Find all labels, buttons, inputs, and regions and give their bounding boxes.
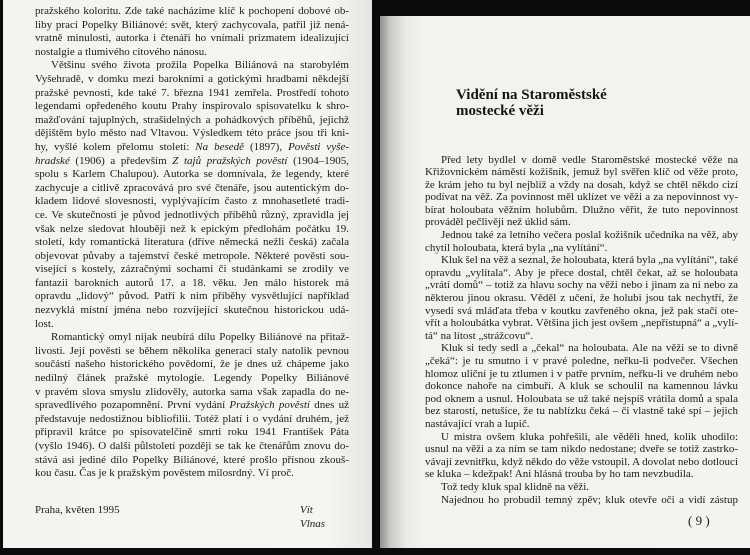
- text-line: pod oknem a usnul. Holoubata se už také nejspíš vrátila domů a spala: [425, 392, 738, 405]
- text-segment: hy, vyšlé kolem přelomu století:: [35, 140, 196, 153]
- text-line: bírat holoubata věžním holubům. Dlužno věřit, že tuto nepovinnost: [425, 203, 738, 216]
- text-line: U mistra ovšem kluka pohřešili, ale věděli hned, kolik uhodilo:: [441, 430, 738, 443]
- text-line: vratně minulosti, autorka i čtenáři ho vnímali prizmatem idealizující: [35, 32, 349, 45]
- text-line: vávají zevnitřku, když někdo do věže vstoupil. A dovolat nebo dotlouci: [425, 455, 738, 468]
- paragraph: [425, 154, 738, 230]
- text-line: fantazii barokních autorů 17. a 18. věku. Jen málo historek má: [35, 276, 349, 289]
- text-line: Jednou také za letního večera poslal kožišník učedníka na věž, aby: [441, 229, 738, 242]
- text-line: objevovat půvaby a tajemství české metropole. Některé pověsti sou-: [35, 249, 349, 262]
- chapter-heading-line: mostecké věži: [456, 102, 544, 119]
- text-segment: (1906) a především: [69, 154, 173, 167]
- text-line: tá“ na lítost „strážcovu“.: [425, 329, 534, 342]
- paragraph: [425, 342, 738, 430]
- text-line: představuje nedostižnou bibliofilii. Totéž platí i o vydání druhém, jež: [35, 412, 349, 425]
- text-line: visející s kostely, zázračnými sochami či studánkami se zrodily ve: [35, 263, 349, 276]
- text-line: vysedí svá mláďata třeba v koutku zavřeného okna, jež pak stačí ote-: [425, 304, 738, 317]
- text-line: Romantický omyl nijak neubírá dílu Popelky Biliánové na přitaž-: [51, 331, 349, 344]
- text-line: se kluka – kdežpak! Ani hlásná trouba by ho tam nevzbudila.: [425, 468, 694, 481]
- paragraph: [35, 331, 349, 481]
- place-date: Praha, květen 1995: [35, 504, 120, 516]
- chapter-heading: [456, 88, 696, 119]
- text-line: součástí našeho historického povědomí, že je dnes už chápeme jako: [35, 358, 349, 371]
- text-line: podívat na věž. Za povinnost měl uklízet ve věži a za nepovinnost vy-: [425, 191, 738, 204]
- text-line: však nelze sledovat hlouběji než k epickým předlohám počátku 19.: [35, 222, 349, 235]
- paragraph: [425, 229, 738, 254]
- text-line: prováděl pečlivěji než úklid sám.: [425, 216, 571, 229]
- paragraph: [35, 5, 349, 59]
- text-line: pražského koloritu. Zde také nacházíme klíč k pochopení dobové ob-: [35, 5, 349, 17]
- text-line: spolu s Karlem Chalupou). Autorka se domnívala, že legendy, které: [35, 168, 349, 181]
- afterword-text: [35, 5, 349, 481]
- text-line: legendami opředeného koutu Prahy inspirovalo spisovatelku k shro-: [35, 100, 349, 113]
- text-line: nastávající vrah a lupič.: [425, 417, 530, 430]
- text-segment: dnes už: [309, 399, 349, 412]
- text-line: že krám jeho tu byl nejblíž a vždy na dosah, když se chtěl někdo cizí: [425, 178, 738, 191]
- text-line: v pravém slova smyslu zlidověly, autorka sama však zapadla do ne-: [35, 385, 349, 398]
- paragraph: [425, 481, 738, 494]
- text-line: Kluk si tedy sedl a „čekal“ na holoubata. Ale na věži se to divně: [441, 342, 738, 355]
- text-line: stává asi jediné dílo Popelky Biliánové, které prošlo přísnou zkouš-: [35, 453, 349, 466]
- text-line: kou času. Čas je k pražským pověstem milosrdný. Ví proč.: [35, 467, 294, 480]
- text-line: livosti. Její pověsti se během několika generací staly natolik pevnou: [35, 344, 349, 357]
- text-line: chytil holoubata, která byla „na vylítání“.: [425, 241, 608, 254]
- text-line: zachycuje a citlivě zpracovává pro své čtenáře, jsou autentickým do-: [35, 181, 349, 194]
- text-line: [35, 141, 349, 155]
- text-line: [35, 399, 349, 413]
- text-line: nedílný článek pražské mytologie. Legendy Popelky Biliánové: [35, 372, 349, 385]
- text-segment: (1904–1905,: [287, 154, 349, 167]
- text-line: Před lety bydlel v domě vedle Staroměstské mostecké věže na: [441, 153, 738, 166]
- left-page: [3, 0, 372, 548]
- text-line: pražské pevnosti, kde také 7. března 1941 zemřela. Prostředí tohoto: [35, 86, 349, 99]
- text-line: opravdu „vylítala“. Aby je přece dostal, chtěl čekat, až se holoubata: [425, 266, 738, 279]
- text-line: Vyšehradě, v domku mezi barokními a gotickými hradbami někdejší: [35, 72, 349, 85]
- text-line: kladem lidové slovesnosti, vyplývajícím často z mnohasetleté tradi-: [35, 195, 349, 208]
- text-segment: (1897),: [244, 140, 289, 153]
- text-line: hlomoz uliční je tu ztlumen i v patře prvním, neřku-li ve druhém nebo: [425, 367, 738, 380]
- text-line: Kluk šel na věž a seznal, že holoubata, která byla „na vylítání“, také: [441, 254, 738, 267]
- text-line: „čeká“: je tu smutno i v pravé poledne, neřku-li podvečer. Všechen: [425, 355, 738, 367]
- text-line: připravil krátce po spisovatelčině smrti roku 1941 František Páta: [35, 426, 349, 439]
- text-line: „vrátí domů“ – totiž za hlavu sochy na věži nebo i jinam za ni nebo za: [425, 279, 738, 292]
- italic-title: Pražských pověstí: [229, 399, 310, 412]
- text-line: lost.: [35, 317, 54, 330]
- chapter-heading-line: Vidění na Staroměstské: [456, 87, 607, 103]
- text-line: usnul na věži a za ním se tam nikdo nedostane; dveře se totiž zastrko-: [425, 443, 738, 456]
- text-line: opravdu „lidový“ původ. Patří k nim příběhy vysvětlující například: [35, 290, 349, 303]
- text-line: liby prací Popelky Biliánové: svět, který zachycovala, patřil již nená-: [35, 18, 349, 31]
- italic-title: Na besedě: [195, 140, 245, 153]
- text-line: ce. Ve skutečnosti je původ jednotlivých příběhů různý, zpravidla jej: [35, 208, 349, 221]
- italic-title: hradské: [35, 154, 70, 167]
- author-name: Vít Vlnas: [300, 504, 326, 530]
- signature-line: [35, 503, 335, 530]
- text-line: dokonce nahoře na cimbuří. A kluk se schoulil na kamennou lávku: [425, 380, 738, 393]
- text-line: Tož tedy kluk spal klidně na věži.: [441, 480, 589, 493]
- right-page: [380, 16, 750, 548]
- text-line: (vyšlo 1946). O další půlstoletí později se tak ke čtenářům znovu do-: [35, 440, 349, 452]
- paragraph: [35, 59, 349, 331]
- italic-title: Pověsti vyše-: [288, 140, 350, 153]
- text-line: bez starostí, netušíce, že tu nablízku čeká – či vlastně také spí – jejich: [425, 405, 738, 418]
- text-line: některou jinou okrasu. Věděl z učení, že holubi jsou tak nechytří, že: [425, 292, 738, 305]
- text-line: století, kdy romantická literatura (dříve německá nežli česká) začala: [35, 236, 349, 249]
- text-line: nezvyklá místní jména nebo rozvíjející skutečnou historickou udá-: [35, 304, 349, 317]
- text-line: Většinu svého života prožila Popelka Biliánová na starobylém: [51, 59, 349, 72]
- paragraph: [425, 431, 738, 481]
- text-line: nostalgie a tlumivého citového nánosu.: [35, 45, 207, 58]
- paragraph: [425, 254, 738, 342]
- text-line: [35, 155, 349, 169]
- text-segment: spravedlivého pozapomnění. První vydání: [35, 399, 230, 412]
- text-line: Křižovnickém náměstí kožišník, jemuž byl svěřen klíč od věže proto,: [425, 166, 738, 179]
- page-number: ( 9 ): [688, 513, 710, 528]
- paragraph: [425, 494, 738, 507]
- text-line: Najednou ho probudil temný zpěv; kluk otevře oči a vidí zástup: [441, 493, 738, 506]
- italic-title: Z tajů pražských pověstí: [172, 154, 288, 167]
- text-line: vřít a holoubátka vybrat. Většina jich jest ovšem „nepřístupná“ a „vylí-: [425, 317, 738, 330]
- text-line: mažďování tajuplných, strašidelných a pohádkových příběhů, jejichž: [35, 113, 349, 126]
- chapter-text: [425, 154, 738, 507]
- text-line: dějištěm bylo město nad Vltavou. Výsledkem této práce jsou tři kni-: [35, 127, 349, 140]
